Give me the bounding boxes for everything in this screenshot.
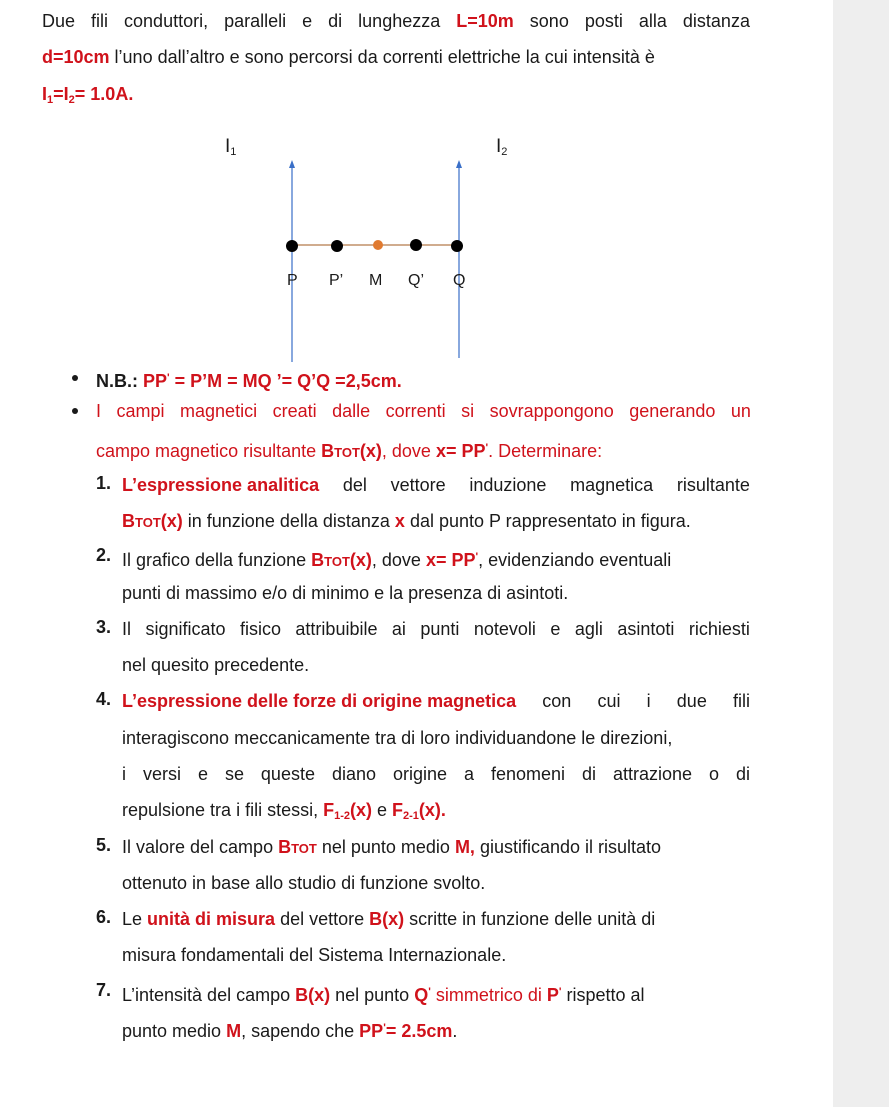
item-number: 2.: [96, 545, 112, 565]
word: i: [646, 691, 651, 711]
word: richiesti: [688, 619, 750, 639]
word: Due: [42, 11, 76, 31]
item-number: 6.: [96, 907, 112, 927]
word: cui: [597, 691, 621, 711]
campi-line-2: campo magnetico risultante BTOT(x), dove x= PP'. Determinare:: [96, 441, 603, 461]
campi-line-1: [96, 399, 751, 423]
word: Il: [122, 619, 131, 639]
point-q: [451, 240, 463, 252]
word: asintoti: [617, 619, 675, 639]
word: I: [96, 401, 102, 421]
word: fili: [733, 691, 750, 711]
word: e: [197, 764, 208, 784]
item-5-line-1: Il valore del campo BTOT nel punto medio M, giustificando il risultato: [122, 837, 662, 857]
right-margin-panel: [833, 0, 889, 1107]
word: due: [676, 691, 707, 711]
word: un: [730, 401, 751, 421]
word: di: [328, 11, 343, 31]
word: agli: [574, 619, 603, 639]
word: dalle: [332, 401, 371, 421]
bullet-dot: [72, 408, 78, 414]
word: del: [342, 475, 367, 495]
word: queste: [260, 764, 315, 784]
word: induzione: [469, 475, 547, 495]
word: origine: [392, 764, 447, 784]
point-p: [286, 240, 298, 252]
point-m: [373, 240, 383, 250]
word: correnti: [385, 401, 446, 421]
word: o: [709, 764, 720, 784]
word: e: [302, 11, 313, 31]
item-number: 4.: [96, 689, 112, 709]
intro-line-2-text: l’uno dall’altro e sono percorsi da correnti elettriche la cui intensità è: [109, 47, 655, 67]
word: attribuibile: [295, 619, 378, 639]
item-4-line-3: [122, 762, 750, 786]
intro-line-3-currents: $I_1=I_2= 1.0A$.: [42, 84, 134, 106]
word: punti: [420, 619, 460, 639]
word: magnetici: [180, 401, 258, 421]
nb-line: N.B.: PP' = P’M = MQ ’= Q’Q =2,5cm.: [96, 371, 402, 391]
word: versi: [142, 764, 181, 784]
word: fili: [91, 11, 109, 31]
distance-value: d=10cm: [42, 47, 110, 67]
word: distanza: [682, 11, 750, 31]
word: di: [735, 764, 750, 784]
word: significato: [145, 619, 226, 639]
label-m: M: [369, 272, 383, 289]
item-1-line-1: L’espressione analitica del vettore induzione magnetica risultante: [122, 475, 750, 495]
item-4-line-2: interagiscono meccanicamente tra di loro individuandone le direzioni,: [122, 728, 673, 748]
item-2-line-1: Il grafico della funzione BTOT(x), dove x= PP', evidenziando eventuali: [122, 550, 672, 570]
word: notevoli: [473, 619, 536, 639]
word: conduttori,: [124, 11, 209, 31]
item-4-line-1: L’espressione delle forze di origine magnetica con cui i due fili: [122, 691, 750, 711]
item-7-line-2: punto medio M, sapendo che PP'= 2.5cm.: [122, 1021, 458, 1041]
item-number: 1.: [96, 473, 112, 493]
word: fisico: [239, 619, 281, 639]
word: attrazione: [612, 764, 693, 784]
word: di: [581, 764, 596, 784]
word: generando: [629, 401, 716, 421]
word: lunghezza: [358, 11, 441, 31]
word: ai: [391, 619, 406, 639]
word: paralleli: [224, 11, 287, 31]
word: i: [122, 764, 126, 784]
word: diano: [331, 764, 376, 784]
word: fenomeni: [490, 764, 566, 784]
point-p-prime: [331, 240, 343, 252]
label-q-prime: Q’: [408, 272, 424, 289]
item-number: 7.: [96, 980, 112, 1000]
item-6-line-2: misura fondamentali del Sistema Internazionale.: [122, 945, 507, 965]
word: alla: [638, 11, 667, 31]
item-number: 5.: [96, 835, 112, 855]
word: magnetica: [570, 475, 654, 495]
word: e: [550, 619, 561, 639]
item-2-line-2: punti di massimo e/o di minimo e la presenza di asintoti.: [122, 583, 569, 603]
wire-1-arrow: [289, 160, 295, 168]
word: si: [461, 401, 475, 421]
point-q-prime: [410, 239, 422, 251]
word: con: [542, 691, 572, 711]
item-number: 3.: [96, 617, 112, 637]
word: sono: [529, 11, 569, 31]
word: campi: [116, 401, 165, 421]
bullet-dot: [72, 375, 78, 381]
item-7-line-1: L’intensità del campo B(x) nel punto Q' simmetrico di P' rispetto al: [122, 985, 645, 1005]
wires-diagram: [0, 0, 833, 370]
item-4-line-4: repulsione tra i fili stessi, $F_{1-2}(x)$ e $F_{2-1}(x)$.: [122, 800, 446, 822]
word: risultante: [676, 475, 750, 495]
item-5-line-2: ottenuto in base allo studio di funzione svolto.: [122, 873, 486, 893]
wire-2-label: $I_2$: [496, 136, 508, 158]
item-3-line-1: [122, 617, 750, 641]
label-p: P: [287, 272, 298, 289]
wire-2-arrow: [456, 160, 462, 168]
word: sovrappongono: [489, 401, 614, 421]
word: posti: [584, 11, 623, 31]
label-q: Q: [453, 272, 466, 289]
word: vettore: [390, 475, 446, 495]
wire-1-label: $I_1$: [225, 136, 237, 158]
item-3-line-2: nel quesito precedente.: [122, 655, 310, 675]
item-1-line-2: BTOT(x) in funzione della distanza x dal punto P rappresentato in figura.: [122, 511, 691, 531]
word: creati: [272, 401, 317, 421]
label-p-prime: P’: [329, 272, 344, 289]
word: se: [224, 764, 244, 784]
item-6-line-1: Le unità di misura del vettore B(x) scritte in funzione delle unità di: [122, 909, 656, 929]
word: L=10m: [456, 11, 514, 31]
word: a: [463, 764, 474, 784]
